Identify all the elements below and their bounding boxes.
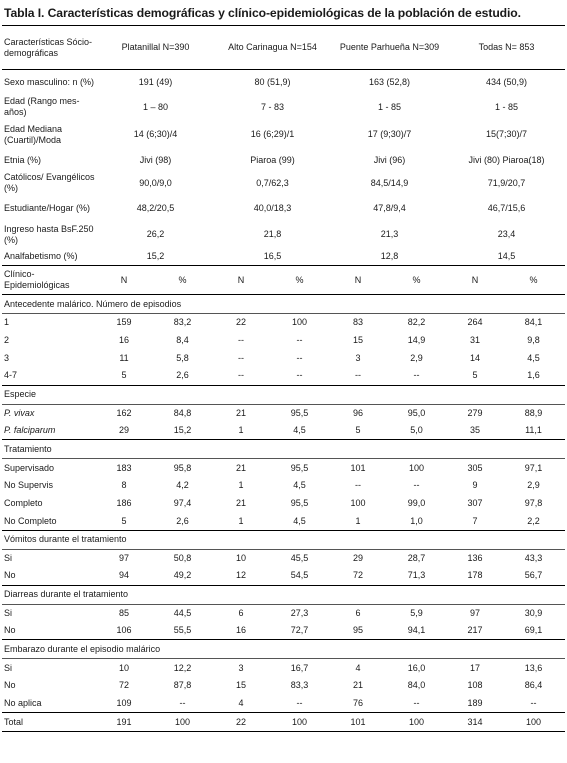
- table-cell: 10: [118, 662, 129, 673]
- demo-header-row: [2, 26, 565, 70]
- table-cell: 21: [236, 498, 247, 509]
- table-cell: 96: [353, 407, 364, 418]
- table-cell: 100: [409, 462, 425, 473]
- table-cell: 46,7/15,6: [487, 203, 526, 213]
- row-label: Edad Mediana (Cuartil)/Moda: [4, 123, 63, 145]
- table-cell: --: [179, 697, 186, 708]
- table-cell: 101: [331, 713, 385, 732]
- table-row: [2, 604, 565, 622]
- table-cell: 7: [472, 515, 478, 526]
- table-cell: 16 (6;29)/1: [250, 129, 295, 139]
- table-cell: 97,4: [173, 498, 192, 509]
- table-cell: 22: [236, 317, 247, 328]
- table-cell: 6: [355, 607, 361, 618]
- table-cell: 8,4: [176, 334, 189, 345]
- table-cell: 83: [353, 317, 364, 328]
- table-cell: 95,5: [290, 407, 309, 418]
- table-cell: 3: [238, 662, 244, 673]
- section-title: Vómitos durante el tratamiento: [2, 530, 565, 549]
- section-header-row: [2, 295, 565, 314]
- section-title: Especie: [2, 385, 565, 404]
- table-cell: 94,1: [407, 625, 426, 636]
- table-cell: 162: [116, 407, 132, 418]
- table-cell: 186: [116, 498, 132, 509]
- table-cell: 0,7/62,3: [256, 177, 289, 188]
- column-header: N: [331, 266, 385, 295]
- table-cell: --: [238, 352, 245, 363]
- table-cell: 217: [467, 625, 483, 636]
- table-cell: 26,2: [146, 229, 165, 239]
- clin-header-label: Clínico-Epidemiológicas: [2, 266, 97, 295]
- table-cell: 2,6: [176, 370, 189, 381]
- table-cell: 14: [470, 352, 481, 363]
- table-cell: 279: [467, 407, 483, 418]
- table-cell: 14,9: [407, 334, 426, 345]
- table-cell: --: [413, 370, 420, 381]
- table-cell: 178: [467, 570, 483, 581]
- table-cell: 84,1: [524, 317, 543, 328]
- table-cell: Jivi (80) Piaroa(18): [468, 154, 545, 165]
- table-cell: 100: [350, 498, 366, 509]
- table-cell: 1,0: [410, 515, 423, 526]
- table-cell: 49,2: [173, 570, 192, 581]
- table-cell: --: [296, 697, 303, 708]
- table-cell: Jivi (98): [139, 154, 172, 165]
- table-cell: 100: [151, 713, 214, 732]
- table-cell: 5: [472, 370, 478, 381]
- column-header: %: [385, 266, 448, 295]
- table-cell: 54,5: [290, 570, 309, 581]
- table-cell: 83,2: [173, 317, 192, 328]
- table-cell: --: [413, 697, 420, 708]
- table-cell: 84,5/14,9: [370, 177, 409, 188]
- table-cell: 1 - 85: [378, 101, 402, 112]
- table-cell: 1 - 85: [495, 101, 519, 112]
- table-cell: 45,5: [290, 553, 309, 564]
- table-cell: 5,9: [410, 607, 423, 618]
- row-label: No Supervis: [4, 480, 54, 491]
- table-row: [2, 549, 565, 567]
- table-cell: 82,2: [407, 317, 426, 328]
- table-title: Tabla I. Características demográficas y clínico-epidemiológicas de la población de estudio.: [4, 6, 521, 20]
- demo-row: [2, 70, 565, 95]
- table-cell: 13,6: [524, 662, 543, 673]
- table-cell: 4: [355, 662, 361, 673]
- table-cell: 7 - 83: [261, 101, 285, 112]
- table-cell: 84,8: [173, 407, 192, 418]
- table-cell: 4,5: [293, 515, 306, 526]
- column-header: %: [151, 266, 214, 295]
- table-cell: 72,7: [290, 625, 309, 636]
- table-cell: 3: [355, 352, 361, 363]
- table-cell: 5,0: [410, 425, 423, 436]
- table-cell: 95,5: [290, 498, 309, 509]
- table-cell: 11,1: [525, 425, 542, 436]
- table-cell: 55,5: [173, 625, 192, 636]
- table-cell: 16,5: [214, 248, 331, 266]
- row-label: Si: [4, 607, 13, 618]
- table-cell: 97,1: [524, 462, 543, 473]
- table-cell: 100: [502, 713, 565, 732]
- section-title: Antecedente malárico. Número de episodios: [2, 295, 565, 314]
- row-label: P. falciparum: [4, 425, 56, 436]
- table-cell: 71,3: [407, 570, 426, 581]
- data-table: [2, 25, 565, 732]
- section-title: Tratamiento: [2, 440, 565, 459]
- table-cell: 4,5: [527, 352, 540, 363]
- table-cell: 97: [118, 553, 129, 564]
- table-cell: 17 (9;30)/7: [367, 129, 412, 139]
- table-cell: 43,3: [524, 553, 543, 564]
- column-header: Puente Parhueña N=309: [331, 26, 448, 70]
- table-cell: 1: [238, 480, 244, 491]
- row-label: Supervisado: [4, 462, 55, 473]
- table-cell: 109: [116, 697, 132, 708]
- table-cell: 314: [448, 713, 502, 732]
- column-header: %: [268, 266, 331, 295]
- section-header-row: [2, 585, 565, 604]
- table-cell: 95: [353, 625, 364, 636]
- table-cell: --: [238, 370, 245, 381]
- section-title: Diarreas durante el tratamiento: [2, 585, 565, 604]
- table-cell: 16: [118, 334, 129, 345]
- table-cell: 10: [236, 553, 247, 564]
- column-header: N: [214, 266, 268, 295]
- demo-row: [2, 222, 565, 248]
- table-cell: 30,9: [524, 607, 543, 618]
- row-label: Católicos/ Evangélicos (%): [4, 172, 95, 193]
- table-cell: 159: [116, 317, 132, 328]
- table-row: [2, 677, 565, 695]
- table-cell: 5: [121, 370, 127, 381]
- table-cell: 95,8: [173, 462, 192, 473]
- demo-row: [2, 248, 565, 266]
- table-cell: 305: [467, 462, 483, 473]
- table-cell: 21: [236, 462, 247, 473]
- demo-row: [2, 196, 565, 222]
- demo-row: [2, 95, 565, 120]
- table-cell: 88,9: [524, 407, 543, 418]
- row-label: 3: [4, 352, 10, 363]
- total-row: [2, 713, 565, 732]
- table-cell: 15: [353, 334, 364, 345]
- column-header: %: [502, 266, 565, 295]
- table-cell: 264: [467, 317, 483, 328]
- table-cell: 4,5: [293, 425, 306, 436]
- table-row: [2, 314, 565, 332]
- table-cell: 80 (51,9): [214, 70, 331, 95]
- table-row: [2, 495, 565, 513]
- table-cell: 23,4: [497, 229, 516, 239]
- table-cell: 5,8: [176, 352, 189, 363]
- table-cell: 99,0: [407, 498, 426, 509]
- table-cell: 5: [355, 425, 361, 436]
- row-label: 1: [4, 317, 10, 328]
- table-cell: 191 (49): [97, 70, 214, 95]
- table-cell: 17: [470, 662, 481, 673]
- table-cell: 16,7: [290, 662, 309, 673]
- table-cell: 50,8: [173, 553, 192, 564]
- demo-row: [2, 171, 565, 196]
- row-label: 4-7: [4, 370, 18, 381]
- section-title: Embarazo durante el episodio malárico: [2, 640, 565, 659]
- column-header: N: [97, 266, 151, 295]
- table-cell: 47,8/9,4: [373, 203, 406, 213]
- table-cell: 95,0: [407, 407, 426, 418]
- table-cell: 48,2/20,5: [136, 203, 175, 213]
- row-label: Analfabetismo (%): [2, 248, 97, 266]
- table-cell: 163 (52,8): [331, 70, 448, 95]
- demo-row: [2, 120, 565, 150]
- table-cell: 22: [214, 713, 268, 732]
- table-cell: 29: [118, 425, 129, 436]
- table-cell: 100: [292, 317, 308, 328]
- table-cell: --: [413, 480, 420, 491]
- table-cell: Piaroa (99): [250, 154, 295, 165]
- table-cell: 189: [467, 697, 483, 708]
- table-cell: 2,9: [410, 352, 423, 363]
- table-cell: 94: [118, 570, 129, 581]
- table-cell: --: [355, 370, 362, 381]
- table-row: [2, 367, 565, 385]
- table-cell: 1 – 80: [142, 101, 169, 112]
- table-cell: 106: [116, 625, 132, 636]
- table-cell: 69,1: [524, 625, 543, 636]
- table-cell: 8: [121, 480, 127, 491]
- table-row: [2, 459, 565, 477]
- table-row: [2, 404, 565, 422]
- table-row: [2, 331, 565, 349]
- table-body: [2, 26, 565, 732]
- table-cell: 16,0: [407, 662, 426, 673]
- table-cell: 1: [238, 425, 244, 436]
- table-cell: 15(7;30)/7: [486, 129, 528, 139]
- table-cell: 434 (50,9): [448, 70, 565, 95]
- row-label: No aplica: [4, 697, 42, 708]
- table-cell: 5: [121, 515, 127, 526]
- table-cell: --: [296, 352, 303, 363]
- column-header: N: [448, 266, 502, 295]
- table-cell: 15,2: [97, 248, 214, 266]
- table-cell: 307: [467, 498, 483, 509]
- table-cell: 72: [353, 570, 364, 581]
- row-label: Ingreso hasta BsF.250 (%): [4, 223, 94, 245]
- row-label: Si: [4, 553, 13, 564]
- row-label: Sexo masculino: n (%): [2, 70, 97, 95]
- table-row: [2, 567, 565, 585]
- row-label: Si: [4, 662, 13, 673]
- table-cell: 11: [119, 352, 129, 363]
- table-cell: 56,7: [524, 570, 543, 581]
- table-cell: 27,3: [290, 607, 309, 618]
- table-cell: 14,5: [448, 248, 565, 266]
- table-cell: 1,6: [527, 370, 540, 381]
- table-cell: 71,9/20,7: [487, 177, 526, 188]
- row-label: P. vivax: [4, 407, 35, 418]
- section-header-row: [2, 385, 565, 404]
- table-row: [2, 422, 565, 440]
- table-cell: 101: [350, 462, 366, 473]
- table-cell: 21,8: [263, 229, 282, 239]
- table-row: [2, 513, 565, 531]
- table-cell: 44,5: [173, 607, 192, 618]
- table-cell: 95,5: [290, 462, 309, 473]
- table-cell: 108: [467, 680, 483, 691]
- column-header: Platanillal N=390: [97, 26, 214, 70]
- table-cell: 72: [118, 680, 129, 691]
- row-label: No: [4, 625, 16, 636]
- table-cell: 40,0/18,3: [253, 203, 292, 213]
- table-cell: 9: [472, 480, 478, 491]
- table-cell: 28,7: [407, 553, 426, 564]
- table-cell: 6: [238, 607, 244, 618]
- section-header-row: [2, 530, 565, 549]
- table-cell: --: [355, 480, 362, 491]
- table-cell: 31: [470, 334, 481, 345]
- table-cell: 12: [236, 570, 247, 581]
- table-cell: --: [530, 697, 537, 708]
- table-cell: 100: [268, 713, 331, 732]
- table-cell: 2,2: [527, 515, 540, 526]
- table-row: [2, 622, 565, 640]
- table-cell: 136: [467, 553, 483, 564]
- table-cell: 12,2: [173, 662, 192, 673]
- section-header-row: [2, 640, 565, 659]
- table-row: [2, 659, 565, 677]
- table-cell: 100: [385, 713, 448, 732]
- column-header: Todas N= 853: [448, 26, 565, 70]
- row-label: 2: [4, 334, 10, 345]
- table-cell: 16: [236, 625, 247, 636]
- table-cell: 97,8: [524, 498, 543, 509]
- row-label: Completo: [4, 498, 43, 509]
- table-cell: 2,9: [527, 480, 540, 491]
- table-cell: Jivi (96): [373, 154, 406, 165]
- table-row: [2, 695, 565, 713]
- row-label: Edad (Rango mes-años): [4, 96, 80, 117]
- table-cell: 4,2: [176, 480, 189, 491]
- table-cell: 21: [353, 680, 364, 691]
- table-row: [2, 349, 565, 367]
- table-cell: 86,4: [524, 680, 543, 691]
- table-cell: --: [296, 334, 303, 345]
- table-cell: --: [296, 370, 303, 381]
- table-cell: 35: [470, 425, 481, 436]
- clin-header-row: [2, 266, 565, 295]
- column-header: Alto Carinagua N=154: [214, 26, 331, 70]
- table-cell: 12,8: [331, 248, 448, 266]
- table-cell: 90,0/9,0: [139, 177, 172, 188]
- section-header-row: [2, 440, 565, 459]
- table-cell: 4,5: [293, 480, 306, 491]
- table-cell: 2,6: [176, 515, 189, 526]
- table-cell: 83,3: [290, 680, 309, 691]
- table-cell: 191: [97, 713, 151, 732]
- table-cell: 15: [236, 680, 247, 691]
- table-cell: 4: [238, 697, 244, 708]
- table-cell: 76: [353, 697, 364, 708]
- table-cell: 183: [116, 462, 132, 473]
- demo-header-label: Características Sócio-demográficas: [2, 26, 97, 70]
- table-cell: 21,3: [380, 229, 399, 239]
- row-label: Estudiante/Hogar (%): [4, 203, 91, 213]
- table-cell: --: [238, 334, 245, 345]
- table-cell: 87,8: [173, 680, 192, 691]
- table-cell: 97: [470, 607, 481, 618]
- table-cell: 15,2: [173, 425, 192, 436]
- table-cell: 1: [355, 515, 361, 526]
- row-label: Etnia (%): [4, 154, 42, 165]
- row-label: Total: [2, 713, 97, 732]
- table-cell: 9,8: [527, 334, 540, 345]
- table-cell: 29: [353, 553, 364, 564]
- table-row: [2, 477, 565, 495]
- table-cell: 21: [236, 407, 247, 418]
- row-label: No: [4, 570, 16, 581]
- table-cell: 1: [238, 515, 244, 526]
- table-cell: 84,0: [407, 680, 426, 691]
- row-label: No Completo: [4, 515, 57, 526]
- row-label: No: [4, 680, 16, 691]
- table-cell: 85: [118, 607, 129, 618]
- table-cell: 14 (6;30)/4: [133, 129, 178, 139]
- demo-row: [2, 150, 565, 171]
